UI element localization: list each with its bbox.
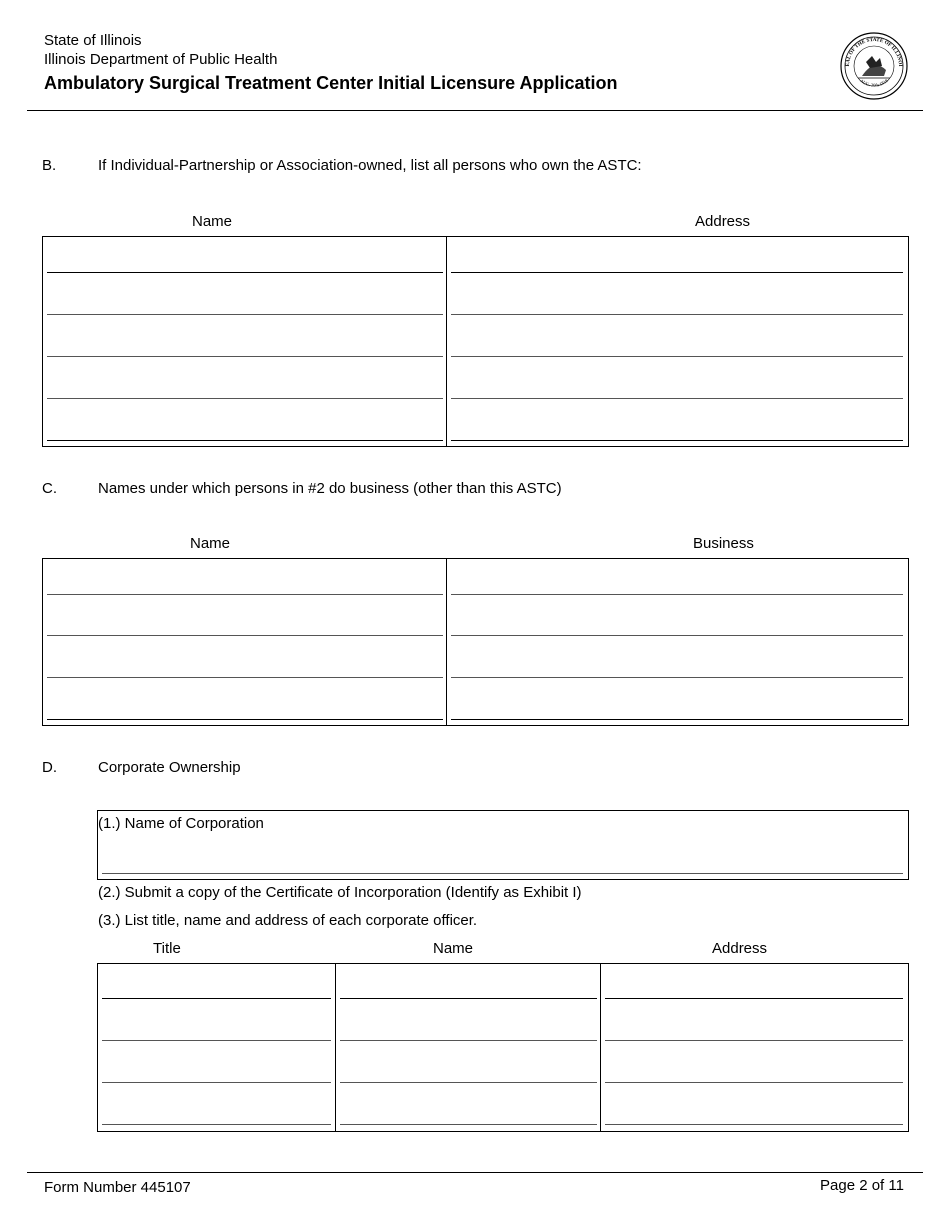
footer-rule <box>27 1172 923 1173</box>
page-number: Page 2 of 11 <box>820 1177 904 1194</box>
business-row-line <box>47 719 443 720</box>
officer-row-line <box>102 1082 331 1083</box>
officer-row-line <box>605 1124 903 1125</box>
section-c-business-header: Business <box>693 535 754 552</box>
officer-row-line <box>102 1124 331 1125</box>
corporation-name-line <box>102 873 903 874</box>
state-seal-icon <box>840 32 908 100</box>
business-name-input-4[interactable] <box>452 687 906 717</box>
business-table-divider <box>446 558 447 726</box>
owner-address-input-3[interactable] <box>452 325 906 355</box>
section-b-name-header: Name <box>192 213 233 230</box>
officer-row-line <box>340 1082 597 1083</box>
business-row-line <box>451 719 903 720</box>
officers-table-divider-1 <box>335 963 336 1132</box>
business-row-line <box>451 594 903 595</box>
officer-title-input-3[interactable] <box>102 1050 334 1080</box>
owner-name-input-1[interactable] <box>47 240 446 272</box>
owner-name-input-2[interactable] <box>47 283 446 313</box>
officer-row-line <box>340 1040 597 1041</box>
owner-row-line <box>47 314 443 315</box>
officer-row-line <box>605 1040 903 1041</box>
owner-row-line <box>47 440 443 441</box>
officer-name-input-4[interactable] <box>340 1092 600 1122</box>
officer-row-line <box>605 1082 903 1083</box>
officer-row-line <box>102 1040 331 1041</box>
officer-title-input-4[interactable] <box>102 1092 334 1122</box>
svg-text:AUG. 26th 1818 <box>859 78 889 88</box>
owner-name-input-3[interactable] <box>47 325 446 355</box>
officer-name-input-1[interactable] <box>340 967 600 997</box>
officer-name-input-3[interactable] <box>340 1050 600 1080</box>
section-c-text: Names under which persons in #2 do business (other than this ASTC) <box>98 480 562 497</box>
corporation-name-input[interactable] <box>102 845 906 873</box>
officer-title-input-2[interactable] <box>102 1009 334 1039</box>
business-person-input-2[interactable] <box>47 604 446 634</box>
section-d-text: Corporate Ownership <box>98 759 241 776</box>
section-b-letter: B. <box>42 157 57 174</box>
owner-address-input-5[interactable] <box>452 409 906 439</box>
officer-address-input-3[interactable] <box>605 1050 906 1080</box>
certificate-instruction: (2.) Submit a copy of the Certificate of Incorporation (Identify as Exhibit I) <box>98 884 582 901</box>
officer-title-input-1[interactable] <box>102 967 334 997</box>
owner-row-line <box>451 440 903 441</box>
business-person-input-4[interactable] <box>47 687 446 717</box>
officer-row-line <box>102 998 331 999</box>
owner-row-line <box>47 356 443 357</box>
business-person-input-3[interactable] <box>47 645 446 675</box>
section-b-address-header: Address <box>695 213 751 230</box>
officer-name-input-2[interactable] <box>340 1009 600 1039</box>
business-row-line <box>47 677 443 678</box>
officer-row-line <box>340 1124 597 1125</box>
section-c-letter: C. <box>42 480 57 497</box>
officers-instruction: (3.) List title, name and address of each corporate officer. <box>98 912 478 929</box>
section-b-text: If Individual-Partnership or Association-owned, list all persons who own the ASTC: <box>98 157 642 174</box>
business-name-input-2[interactable] <box>452 604 906 634</box>
section-d-letter: D. <box>42 759 57 776</box>
owner-row-line <box>451 398 903 399</box>
officer-address-input-1[interactable] <box>605 967 906 997</box>
officer-row-line <box>605 998 903 999</box>
owner-row-line <box>47 272 443 273</box>
officer-row-line <box>340 998 597 999</box>
owner-row-line <box>47 398 443 399</box>
business-name-input-1[interactable] <box>452 562 906 592</box>
header-rule <box>27 110 923 111</box>
owner-name-input-4[interactable] <box>47 367 446 397</box>
officers-address-header: Address <box>712 940 768 957</box>
owner-address-input-2[interactable] <box>452 283 906 313</box>
owner-address-input-4[interactable] <box>452 367 906 397</box>
seal-text-top: EAL OF THE STATE OF ILLINOI <box>844 36 904 67</box>
business-person-input-1[interactable] <box>47 562 446 592</box>
owner-name-input-5[interactable] <box>47 409 446 439</box>
officers-name-header: Name <box>433 940 474 957</box>
department-name: Illinois Department of Public Health <box>44 51 278 68</box>
owner-address-input-1[interactable] <box>452 240 906 272</box>
seal-text-bottom: AUG. 26th 1818 <box>859 78 889 88</box>
section-c-name-header: Name <box>190 535 231 552</box>
officers-title-header: Title <box>153 940 181 957</box>
officer-address-input-2[interactable] <box>605 1009 906 1039</box>
state-name: State of Illinois <box>44 32 142 49</box>
page-title: Ambulatory Surgical Treatment Center Initial Licensure Application <box>44 73 618 93</box>
business-row-line <box>47 594 443 595</box>
owners-table-divider <box>446 236 447 447</box>
business-row-line <box>451 677 903 678</box>
business-row-line <box>451 635 903 636</box>
business-row-line <box>47 635 443 636</box>
owner-row-line <box>451 272 903 273</box>
business-name-input-3[interactable] <box>452 645 906 675</box>
officer-address-input-4[interactable] <box>605 1092 906 1122</box>
corporation-name-label: (1.) Name of Corporation <box>98 815 264 832</box>
owner-row-line <box>451 356 903 357</box>
form-number: Form Number 445107 <box>44 1179 191 1196</box>
owner-row-line <box>451 314 903 315</box>
officers-table-divider-2 <box>600 963 601 1132</box>
